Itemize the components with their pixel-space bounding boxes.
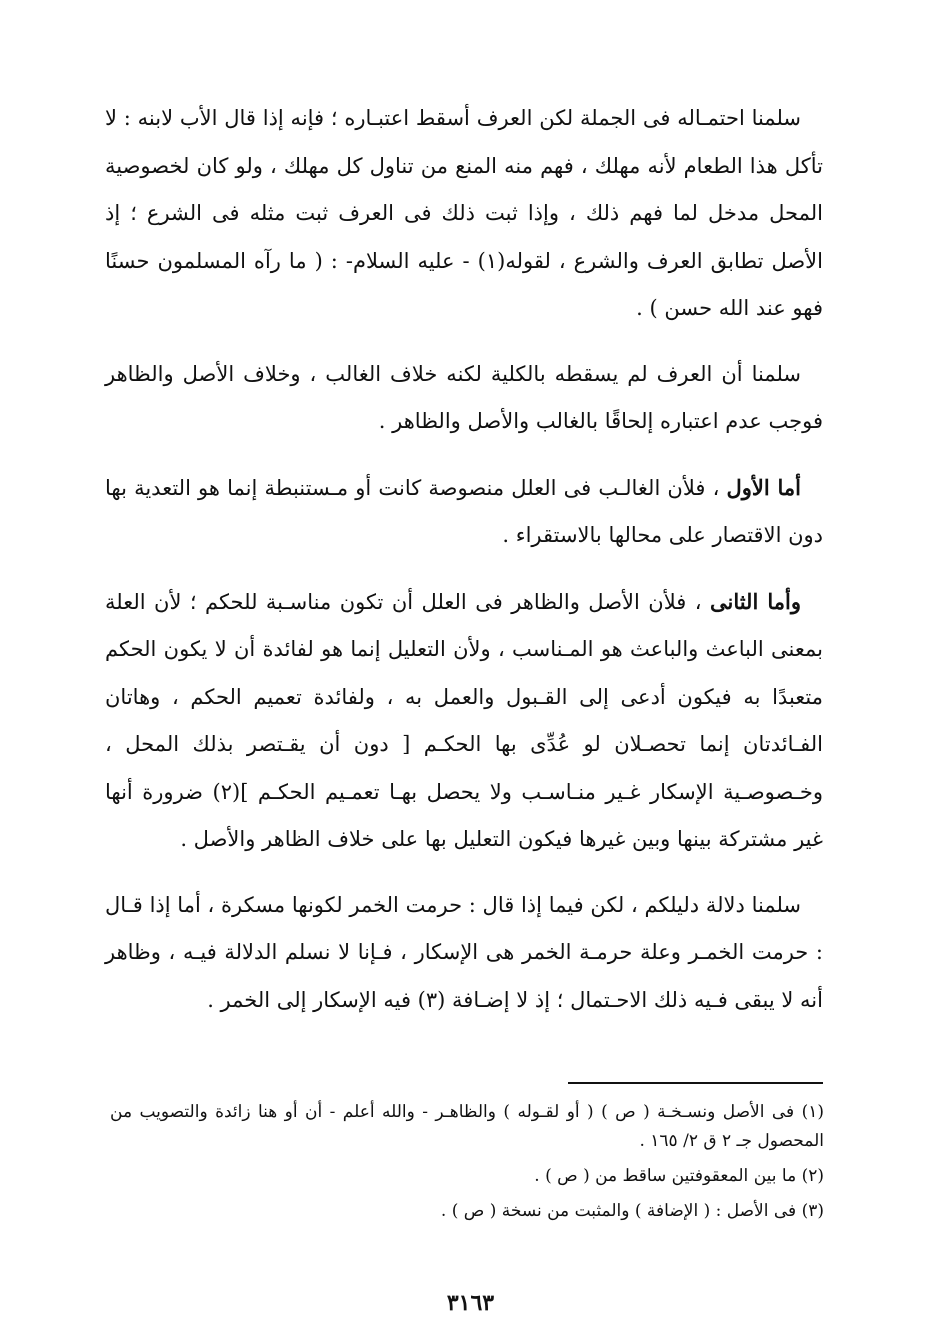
page-number: ٣١٦٣: [446, 1290, 495, 1316]
main-text: [105, 95, 823, 1042]
paragraph-4-text: ، فلأن الأصل والظاهر فى العلل أن تكون مناسـبة للحكم ؛ لأن العلة بمعنى الباعث والباعث هو المـناسب ، ولأن التعليل إنما هو لفائدة أن لا يكون الحكم متعبدًا به فيكون أدعى إلى القـبول والعمل به ، ولفائدة تعميم الحكم ، وهاتان الفـائدتان إنما تحصـلان لو عُدِّى بها الحكـم [ دون أن يقـتصر بذلك المحل ، وخـصوصـية الإسكار غـير منـاسـب ولا يحصل بهـا تعمـيم الحكـم ](٢) ضرورة أنها غير مشتركة بينها وبين غيرها فيكون التعليل بها على خلاف الظاهر والأصل .: [105, 589, 823, 851]
paragraph-1: سلمنا احتمـاله فى الجملة لكن العرف أسقط اعتبـاره ؛ فإنه إذا قال الأب لابنه : لا تأكل هذا الطعام لأنه مهلك ، فهم منه المنع من تناول كل مهلك ، ولو كان لخصوصية المحل مدخل لما فهم ذلك ، وإذا ثبت ذلك فى العرف ثبت مثله فى الشرع ؛ إذ الأصل تطابق العرف والشرع ، لقوله(١) - عليه السلام- : ( ما رآه المسلمون حسنًا فهو عند الله حسن ) .: [105, 106, 823, 320]
footnote-2: (٢) ما بين المعقوفتين ساقط من ( ص ) .: [534, 1166, 824, 1186]
footnote-1: (١) فى الأصل ونسـخـة ( ص ) ( أو لقـوله ) والظاهـر - والله أعلم - أن أو هنا زائدة والتصويب من المحصول جـ ٢ ق ٢/ ١٦٥ .: [110, 1102, 824, 1151]
paragraph-4-heading: وأما الثانى: [709, 588, 801, 614]
footnote-divider: [568, 1082, 823, 1084]
footnotes: [110, 1098, 824, 1232]
paragraph-5: سلمنا دلالة دليلكم ، لكن فيما إذا قال : حرمت الخمر لكونها مسكرة ، أما إذا قـال : حرمت الخمـر وعلة حرمـة الخمر هى الإسكار ، فـإنا لا نسلم الدلالة فيـه ، وظاهر أنه لا يبقى فـيه ذلك الاحـتمال ؛ إذ لا إضـافة (٣) فيه الإسكار إلى الخمر .: [105, 892, 823, 1012]
paragraph-4: [105, 578, 823, 864]
paragraph-3-heading: أما الأول: [726, 474, 801, 500]
paragraph-3-text: ، فلأن الغالـب فى العلل منصوصة كانت أو مـستنبطة إنما هو التعدية بها دون الاقتصار على محالها بالاستقراء .: [105, 475, 823, 547]
footnote-3: (٣) فى الأصل : ( الإضافة ) والمثبت من نسخة ( ص ) .: [440, 1201, 824, 1221]
paragraph-2: سلمنا أن العرف لم يسقطه بالكلية لكنه خلاف الغالب ، وخلاف الأصل والظاهر فوجب عدم اعتباره إلحاقًا بالغالب والأصل والظاهر .: [105, 361, 823, 433]
paragraph-3: [105, 464, 823, 560]
